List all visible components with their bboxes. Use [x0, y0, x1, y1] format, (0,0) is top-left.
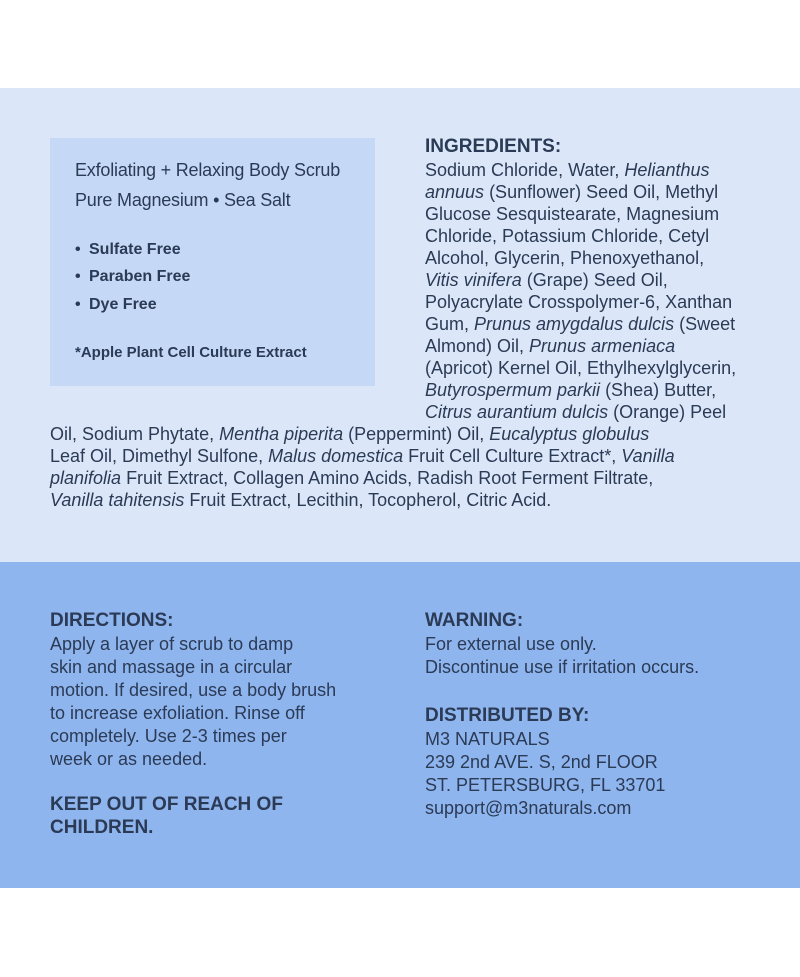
- ingredients-line: [425, 379, 716, 401]
- warning-heading: WARNING:: [425, 610, 524, 631]
- ingredient-text: (Sunflower) Seed Oil, Methyl: [484, 182, 719, 202]
- botanical-name: Eucalyptus globulus: [489, 424, 650, 444]
- botanical-name: Prunus armeniaca: [529, 336, 676, 356]
- warning-line: For external use only.: [425, 634, 597, 654]
- ingredient-text: (Peppermint) Oil,: [343, 424, 490, 444]
- botanical-name: Mentha piperita: [219, 424, 344, 444]
- ingredient-text: (Apricot) Kernel Oil, Ethylhexylglycerin,: [425, 358, 737, 378]
- ingredient-text: Almond) Oil,: [425, 336, 530, 356]
- directions-line: completely. Use 2-3 times per: [50, 726, 287, 746]
- feature-item: • Sulfate Free: [75, 241, 181, 258]
- product-title: Exfoliating + Relaxing Body Scrub: [75, 160, 341, 180]
- feature-item: • Dye Free: [75, 296, 157, 313]
- botanical-name: Malus domestica: [268, 446, 404, 466]
- ingredients-line: [425, 357, 736, 379]
- ingredient-text: Gum,: [425, 314, 475, 334]
- ingredients-line: [50, 467, 653, 489]
- ingredient-text: Polyacrylate Crosspolymer-6, Xanthan: [425, 292, 733, 312]
- botanical-name: Vanilla: [621, 446, 675, 466]
- ingredient-text: Fruit Extract, Lecithin, Tocopherol, Citric Acid.: [184, 490, 552, 510]
- warning-line: Discontinue use if irritation occurs.: [425, 657, 700, 677]
- botanical-name: Prunus amygdalus dulcis: [474, 314, 675, 334]
- directions-heading: DIRECTIONS:: [50, 610, 174, 631]
- support-email: support@m3naturals.com: [425, 798, 632, 818]
- ingredient-text: (Orange) Peel: [608, 402, 727, 422]
- ingredient-text: (Grape) Seed Oil,: [521, 270, 668, 290]
- feature-item: • Paraben Free: [75, 268, 191, 285]
- botanical-name: annuus: [425, 182, 485, 202]
- distributor-heading: DISTRIBUTED BY:: [425, 705, 590, 726]
- ingredient-text: Oil, Sodium Phytate,: [50, 424, 220, 444]
- ingredients-line: [425, 335, 675, 357]
- ingredient-text: Glucose Sesquistearate, Magnesium: [425, 204, 720, 224]
- ingredients-line: [425, 181, 718, 203]
- ingredients-line: [425, 225, 709, 247]
- ingredient-text: Alcohol, Glycerin, Phenoxyethanol,: [425, 248, 705, 268]
- ingredients-line: [425, 203, 719, 225]
- ingredients-line: [425, 401, 726, 423]
- botanical-name: planifolia: [50, 468, 122, 488]
- ingredients-line: [50, 489, 551, 511]
- directions-line: motion. If desired, use a body brush: [50, 680, 337, 700]
- ingredient-text: (Shea) Butter,: [600, 380, 717, 400]
- product-subtitle: Pure Magnesium • Sea Salt: [75, 190, 291, 210]
- ingredients-heading: INGREDIENTS:: [425, 136, 562, 157]
- ingredients-line: [425, 291, 732, 313]
- ingredients-line: [425, 247, 704, 269]
- ingredients-line: [425, 313, 735, 335]
- product-footnote: *Apple Plant Cell Culture Extract: [75, 344, 307, 361]
- botanical-name: Helianthus: [624, 160, 710, 180]
- distributor-line: ST. PETERSBURG, FL 33701: [425, 775, 666, 795]
- botanical-name: Citrus aurantium dulcis: [425, 402, 609, 422]
- ingredients-line: [425, 269, 668, 291]
- ingredient-text: Chloride, Potassium Chloride, Cetyl: [425, 226, 710, 246]
- directions-line: week or as needed.: [50, 749, 208, 769]
- ingredients-line: [50, 445, 675, 467]
- ingredient-text: Sodium Chloride, Water,: [425, 160, 625, 180]
- keep-out-warning: KEEP OUT OF REACH OF: [50, 794, 283, 815]
- distributor-line: 239 2nd AVE. S, 2nd FLOOR: [425, 752, 658, 772]
- botanical-name: Vanilla tahitensis: [50, 490, 185, 510]
- distributor-line: M3 NATURALS: [425, 729, 550, 749]
- ingredient-text: Leaf Oil, Dimethyl Sulfone,: [50, 446, 269, 466]
- ingredient-text: Fruit Extract, Collagen Amino Acids, Radish Root Ferment Filtrate,: [121, 468, 654, 488]
- ingredient-text: Fruit Cell Culture Extract*,: [403, 446, 622, 466]
- botanical-name: Vitis vinifera: [425, 270, 522, 290]
- keep-out-warning: CHILDREN.: [50, 817, 154, 838]
- ingredient-text: (Sweet: [674, 314, 736, 334]
- directions-line: to increase exfoliation. Rinse off: [50, 703, 305, 723]
- botanical-name: Butyrospermum parkii: [425, 380, 601, 400]
- ingredients-line: [425, 159, 709, 181]
- ingredients-line: [50, 423, 649, 445]
- directions-line: Apply a layer of scrub to damp: [50, 634, 294, 654]
- directions-line: skin and massage in a circular: [50, 657, 293, 677]
